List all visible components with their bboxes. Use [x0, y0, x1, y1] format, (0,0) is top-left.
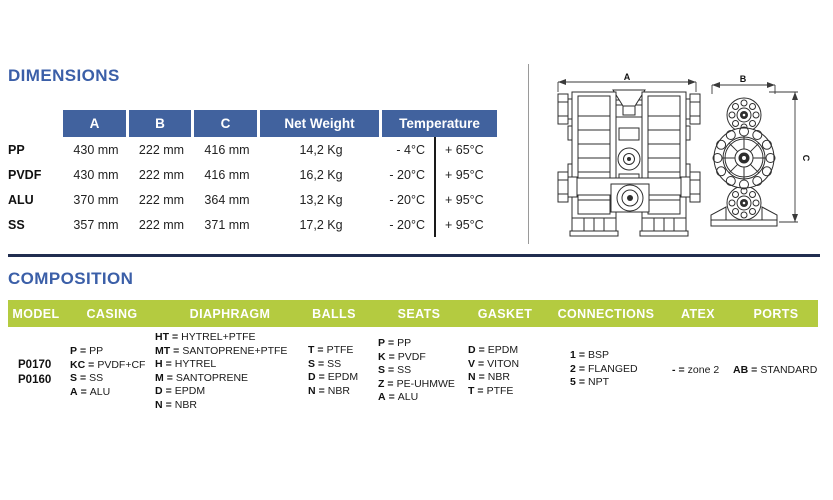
equals-sign: =	[477, 384, 484, 397]
dimensions-header-c: C	[194, 110, 260, 137]
pump-front-view-drawing	[547, 72, 711, 246]
code-entry	[378, 378, 455, 392]
equals-sign: =	[318, 357, 325, 370]
entry-value: STANDARD	[760, 364, 818, 376]
cell-pvdf-temperature	[382, 162, 497, 187]
code-entry	[733, 364, 817, 378]
composition-header-gasket: GASKET	[477, 306, 533, 321]
entry-value: PTFE	[326, 344, 354, 356]
code-entry	[308, 371, 358, 385]
entry-value: SS	[397, 364, 412, 377]
dimensions-header-net-weight: Net Weight	[260, 110, 382, 137]
cell-pvdf-b: 222 mm	[138, 167, 185, 182]
composition-column-balls	[308, 344, 358, 398]
entry-code: S	[378, 364, 386, 377]
temp-max: + 95°C	[434, 212, 497, 237]
entry-code: T	[308, 344, 315, 356]
dimensions-header-a: A	[63, 110, 129, 137]
entry-code: N	[468, 371, 476, 384]
entry-value: PP	[89, 345, 104, 357]
code-entry	[468, 344, 519, 358]
entry-value: PVDF+CF	[97, 358, 146, 371]
equals-sign: =	[478, 357, 485, 370]
composition-column-seats	[378, 337, 455, 405]
composition-header-atex: ATEX	[680, 306, 716, 321]
composition-header-casing: CASING	[86, 306, 138, 321]
entry-code: KC	[70, 358, 86, 371]
entry-code: D	[308, 371, 316, 384]
equals-sign: =	[165, 358, 172, 371]
temp-max: + 65°C	[434, 137, 497, 162]
entry-code: N	[308, 384, 316, 397]
temp-min: - 4°C	[396, 142, 425, 157]
entry-value: BSP	[587, 349, 609, 361]
equals-sign: =	[173, 344, 180, 357]
cell-ss-b: 222 mm	[138, 217, 185, 232]
dimensions-header-b: B	[129, 110, 194, 137]
code-entry	[378, 391, 455, 405]
equals-sign: =	[388, 337, 395, 349]
entry-code: D	[468, 344, 476, 356]
entry-value: PTFE	[486, 384, 514, 397]
entry-code: HT	[155, 331, 169, 343]
entry-code: K	[378, 350, 386, 363]
row-label-ss: SS	[8, 217, 25, 232]
equals-sign: =	[166, 371, 173, 384]
entry-value: SANTOPRENE+PTFE	[182, 344, 288, 357]
entry-value: EPDM	[174, 385, 206, 398]
cell-pvdf-a: 430 mm	[73, 167, 119, 182]
entry-code: H	[155, 358, 163, 371]
equals-sign: =	[578, 376, 585, 389]
cell-pp-temperature	[382, 137, 497, 162]
entry-value: VITON	[487, 357, 520, 370]
entry-value: HYTREL	[174, 358, 217, 371]
entry-code: D	[155, 385, 163, 398]
code-entry	[155, 331, 287, 345]
code-entry	[672, 364, 719, 378]
cell-ss-a: 357 mm	[73, 217, 119, 232]
code-entry	[378, 364, 455, 378]
code-entry	[468, 385, 519, 399]
equals-sign: =	[165, 385, 172, 398]
code-entry	[468, 371, 519, 385]
entry-code: T	[468, 384, 475, 397]
composition-column-connections	[570, 349, 638, 390]
cell-alu-b: 222 mm	[138, 192, 185, 207]
composition-column-ports	[733, 364, 817, 378]
composition-header-connections: CONNECTIONS	[557, 306, 655, 321]
entry-value: SS	[89, 372, 104, 385]
entry-code: S	[70, 372, 78, 385]
cell-ss-weight: 17,2 Kg	[299, 217, 343, 232]
code-entry	[155, 399, 287, 413]
cell-ss-c: 371 mm	[204, 217, 250, 232]
equals-sign: =	[678, 364, 685, 376]
entry-value: SANTOPRENE	[175, 371, 249, 384]
code-entry	[308, 344, 358, 358]
entry-code: P	[378, 337, 386, 349]
entry-value: NBR	[327, 384, 350, 397]
entry-code: N	[155, 398, 163, 411]
equals-sign: =	[88, 358, 95, 371]
cell-alu-a: 370 mm	[73, 192, 119, 207]
entry-value: FLANGED	[587, 362, 638, 375]
code-entry	[308, 358, 358, 372]
dimension-c-label: C	[801, 154, 811, 162]
entry-code: -	[672, 364, 676, 376]
temp-max: + 95°C	[434, 187, 497, 212]
row-label-pvdf: PVDF	[8, 167, 42, 182]
composition-header-balls: BALLS	[312, 306, 356, 321]
entry-value: NPT	[587, 376, 609, 389]
equals-sign: =	[80, 372, 87, 385]
entry-code: P	[70, 345, 78, 357]
code-entry	[308, 385, 358, 399]
equals-sign: =	[578, 349, 585, 361]
model-code: P0160	[18, 374, 52, 386]
entry-value: EPDM	[487, 344, 519, 356]
code-entry	[70, 345, 145, 359]
equals-sign: =	[172, 331, 179, 343]
vertical-divider	[528, 64, 529, 244]
row-label-pp: PP	[8, 142, 25, 157]
composition-header-bar	[8, 300, 818, 327]
entry-code: MT	[155, 344, 171, 357]
entry-code: A	[70, 385, 78, 398]
composition-header-ports: PORTS	[753, 306, 799, 321]
equals-sign: =	[388, 350, 395, 363]
equals-sign: =	[478, 344, 485, 356]
equals-sign: =	[387, 377, 394, 390]
equals-sign: =	[578, 362, 585, 375]
composition-column-diaphragm	[155, 331, 287, 413]
temp-min: - 20°C	[389, 217, 425, 232]
code-entry	[468, 358, 519, 372]
section-divider-rule	[8, 254, 820, 257]
equals-sign: =	[388, 364, 395, 377]
equals-sign: =	[317, 344, 324, 356]
cell-alu-c: 364 mm	[204, 192, 250, 207]
dimensions-section-title: DIMENSIONS	[8, 66, 120, 85]
equals-sign: =	[478, 371, 485, 384]
code-entry	[155, 358, 287, 372]
entry-value: ALU	[397, 391, 419, 404]
entry-value: PE-UHMWE	[396, 377, 455, 390]
cell-pvdf-c: 416 mm	[204, 167, 250, 182]
cell-pp-c: 416 mm	[204, 142, 250, 157]
equals-sign: =	[165, 398, 172, 411]
cell-pp-weight: 14,2 Kg	[299, 142, 343, 157]
composition-column-casing	[70, 345, 145, 399]
entry-code: A	[378, 391, 386, 404]
entry-value: ALU	[89, 385, 111, 398]
code-entry	[155, 385, 287, 399]
dimension-a-label: A	[623, 72, 631, 82]
code-entry	[570, 349, 638, 363]
dimensions-table	[8, 110, 497, 237]
entry-code: 5	[570, 376, 576, 389]
entry-value: EPDM	[327, 371, 359, 384]
entry-code: AB	[733, 364, 749, 376]
composition-header-diaphragm: DIAPHRAGM	[189, 306, 271, 321]
code-entry	[570, 363, 638, 377]
cell-alu-weight: 13,2 Kg	[299, 192, 343, 207]
cell-ss-temperature	[382, 212, 497, 237]
equals-sign: =	[318, 384, 325, 397]
model-code: P0170	[18, 359, 52, 371]
code-entry	[155, 372, 287, 386]
equals-sign: =	[318, 371, 325, 384]
entry-value: HYTREL+PTFE	[181, 331, 256, 343]
dimension-b-label: B	[739, 74, 747, 84]
cell-pp-a: 430 mm	[73, 142, 119, 157]
code-entry	[70, 359, 145, 373]
dimensions-table-corner-cell	[8, 110, 63, 137]
composition-column-model	[18, 358, 51, 388]
entry-code: 1	[570, 349, 576, 361]
code-entry	[378, 351, 455, 365]
composition-section-title: COMPOSITION	[8, 269, 134, 288]
cell-pp-b: 222 mm	[138, 142, 185, 157]
entry-value: SS	[327, 357, 342, 370]
code-entry	[570, 376, 638, 390]
entry-value: PP	[397, 337, 412, 349]
row-label-alu: ALU	[8, 192, 34, 207]
entry-value: NBR	[487, 371, 510, 384]
cell-pvdf-weight: 16,2 Kg	[299, 167, 343, 182]
entry-value: NBR	[174, 398, 197, 411]
code-entry	[70, 372, 145, 386]
temp-max: + 95°C	[434, 162, 497, 187]
equals-sign: =	[388, 391, 395, 404]
temp-min: - 20°C	[389, 192, 425, 207]
code-entry	[155, 345, 287, 359]
composition-column-gasket	[468, 344, 519, 398]
entry-code: Z	[378, 377, 385, 390]
entry-code: M	[155, 371, 164, 384]
code-entry	[378, 337, 455, 351]
pump-side-view-drawing	[697, 72, 833, 246]
composition-column-atex	[672, 364, 719, 378]
composition-header-model: MODEL	[12, 306, 60, 321]
equals-sign: =	[80, 345, 87, 357]
code-entry	[70, 386, 145, 400]
cell-alu-temperature	[382, 187, 497, 212]
entry-value: zone 2	[687, 364, 720, 376]
dimensions-header-temperature: Temperature	[382, 110, 497, 137]
temp-min: - 20°C	[389, 167, 425, 182]
entry-code: S	[308, 357, 316, 370]
entry-code: 2	[570, 362, 576, 375]
equals-sign: =	[80, 385, 87, 398]
equals-sign: =	[751, 364, 758, 376]
composition-header-seats: SEATS	[397, 306, 441, 321]
entry-value: PVDF	[397, 350, 426, 363]
entry-code: V	[468, 357, 476, 370]
